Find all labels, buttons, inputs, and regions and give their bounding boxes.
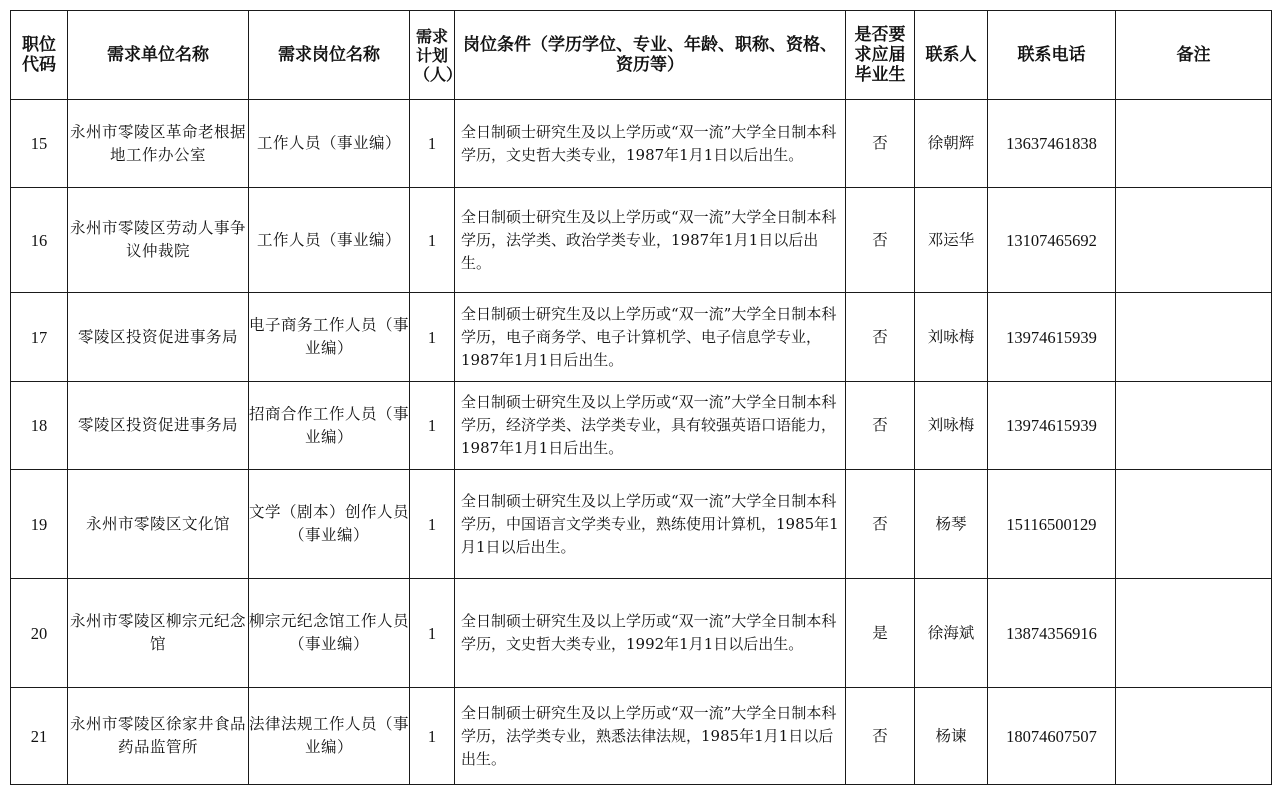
unit-name: 永州市零陵区劳动人事争议仲裁院 bbox=[68, 188, 249, 293]
table-row bbox=[11, 100, 1272, 188]
post-name: 文学（剧本）创作人员（事业编） bbox=[249, 470, 410, 579]
post-name: 工作人员（事业编） bbox=[249, 188, 410, 293]
post-conditions: 全日制硕士研究生及以上学历或“双一流”大学全日制本科学历，经济学类、法学类专业，具有较强英语口语能力，1987年1月1日后出生。 bbox=[455, 382, 846, 470]
remarks bbox=[1116, 579, 1272, 688]
header-conditions: 岗位条件（学历学位、专业、年龄、职称、资格、资历等） bbox=[455, 11, 846, 100]
post-name: 招商合作工作人员（事业编） bbox=[249, 382, 410, 470]
fresh-graduate-required: 否 bbox=[846, 100, 915, 188]
contact-person: 徐朝辉 bbox=[915, 100, 988, 188]
remarks bbox=[1116, 188, 1272, 293]
contact-phone: 13874356916 bbox=[988, 579, 1116, 688]
contact-phone: 13974615939 bbox=[988, 293, 1116, 382]
position-code: 21 bbox=[11, 688, 68, 785]
contact-person: 刘咏梅 bbox=[915, 382, 988, 470]
position-code: 19 bbox=[11, 470, 68, 579]
position-code: 16 bbox=[11, 188, 68, 293]
fresh-graduate-required: 否 bbox=[846, 188, 915, 293]
post-conditions: 全日制硕士研究生及以上学历或“双一流”大学全日制本科学历，法学类、政治学类专业，1987年1月1日以后出生。 bbox=[455, 188, 846, 293]
header-post-name: 需求岗位名称 bbox=[249, 11, 410, 100]
contact-person: 刘咏梅 bbox=[915, 293, 988, 382]
fresh-graduate-required: 否 bbox=[846, 382, 915, 470]
header-contact-person: 联系人 bbox=[915, 11, 988, 100]
table-row bbox=[11, 688, 1272, 785]
unit-name: 零陵区投资促进事务局 bbox=[68, 293, 249, 382]
fresh-graduate-required: 否 bbox=[846, 293, 915, 382]
contact-phone: 13974615939 bbox=[988, 382, 1116, 470]
post-conditions: 全日制硕士研究生及以上学历或“双一流”大学全日制本科学历，电子商务学、电子计算机学、电子信息学专业，1987年1月1日后出生。 bbox=[455, 293, 846, 382]
post-conditions: 全日制硕士研究生及以上学历或“双一流”大学全日制本科学历，法学类专业，熟悉法律法规，1985年1月1日以后出生。 bbox=[455, 688, 846, 785]
header-position-code: 职位代码 bbox=[11, 11, 68, 100]
contact-person: 徐海斌 bbox=[915, 579, 988, 688]
post-name: 柳宗元纪念馆工作人员（事业编） bbox=[249, 579, 410, 688]
table-row bbox=[11, 188, 1272, 293]
post-name: 工作人员（事业编） bbox=[249, 100, 410, 188]
unit-name: 永州市零陵区徐家井食品药品监管所 bbox=[68, 688, 249, 785]
table-row bbox=[11, 579, 1272, 688]
post-name: 法律法规工作人员（事业编） bbox=[249, 688, 410, 785]
post-conditions: 全日制硕士研究生及以上学历或“双一流”大学全日制本科学历，文史哲大类专业，1992年1月1日以后出生。 bbox=[455, 579, 846, 688]
unit-name: 永州市零陵区文化馆 bbox=[68, 470, 249, 579]
plan-count: 1 bbox=[410, 579, 455, 688]
plan-count: 1 bbox=[410, 688, 455, 785]
position-code: 15 bbox=[11, 100, 68, 188]
unit-name: 永州市零陵区柳宗元纪念馆 bbox=[68, 579, 249, 688]
contact-phone: 13107465692 bbox=[988, 188, 1116, 293]
header-contact-phone: 联系电话 bbox=[988, 11, 1116, 100]
plan-count: 1 bbox=[410, 100, 455, 188]
contact-person: 杨琴 bbox=[915, 470, 988, 579]
unit-name: 零陵区投资促进事务局 bbox=[68, 382, 249, 470]
plan-count: 1 bbox=[410, 382, 455, 470]
contact-person: 杨谏 bbox=[915, 688, 988, 785]
position-code: 17 bbox=[11, 293, 68, 382]
remarks bbox=[1116, 470, 1272, 579]
recruitment-table bbox=[10, 10, 1272, 785]
contact-phone: 13637461838 bbox=[988, 100, 1116, 188]
plan-count: 1 bbox=[410, 188, 455, 293]
remarks bbox=[1116, 688, 1272, 785]
header-unit-name: 需求单位名称 bbox=[68, 11, 249, 100]
header-plan-count: 需求计划（人） bbox=[410, 11, 455, 100]
contact-phone: 18074607507 bbox=[988, 688, 1116, 785]
plan-count: 1 bbox=[410, 470, 455, 579]
position-code: 20 bbox=[11, 579, 68, 688]
position-code: 18 bbox=[11, 382, 68, 470]
plan-count: 1 bbox=[410, 293, 455, 382]
fresh-graduate-required: 否 bbox=[846, 688, 915, 785]
contact-person: 邓运华 bbox=[915, 188, 988, 293]
table-row bbox=[11, 293, 1272, 382]
fresh-graduate-required: 是 bbox=[846, 579, 915, 688]
unit-name: 永州市零陵区革命老根据地工作办公室 bbox=[68, 100, 249, 188]
remarks bbox=[1116, 293, 1272, 382]
post-name: 电子商务工作人员（事业编） bbox=[249, 293, 410, 382]
table-row bbox=[11, 382, 1272, 470]
header-remarks: 备注 bbox=[1116, 11, 1272, 100]
header-fresh-graduate: 是否要求应届毕业生 bbox=[846, 11, 915, 100]
remarks bbox=[1116, 100, 1272, 188]
table-row bbox=[11, 470, 1272, 579]
post-conditions: 全日制硕士研究生及以上学历或“双一流”大学全日制本科学历，文史哲大类专业，1987年1月1日以后出生。 bbox=[455, 100, 846, 188]
contact-phone: 15116500129 bbox=[988, 470, 1116, 579]
post-conditions: 全日制硕士研究生及以上学历或“双一流”大学全日制本科学历，中国语言文学类专业，熟练使用计算机，1985年1月1日以后出生。 bbox=[455, 470, 846, 579]
table-header-row bbox=[11, 11, 1272, 100]
remarks bbox=[1116, 382, 1272, 470]
fresh-graduate-required: 否 bbox=[846, 470, 915, 579]
